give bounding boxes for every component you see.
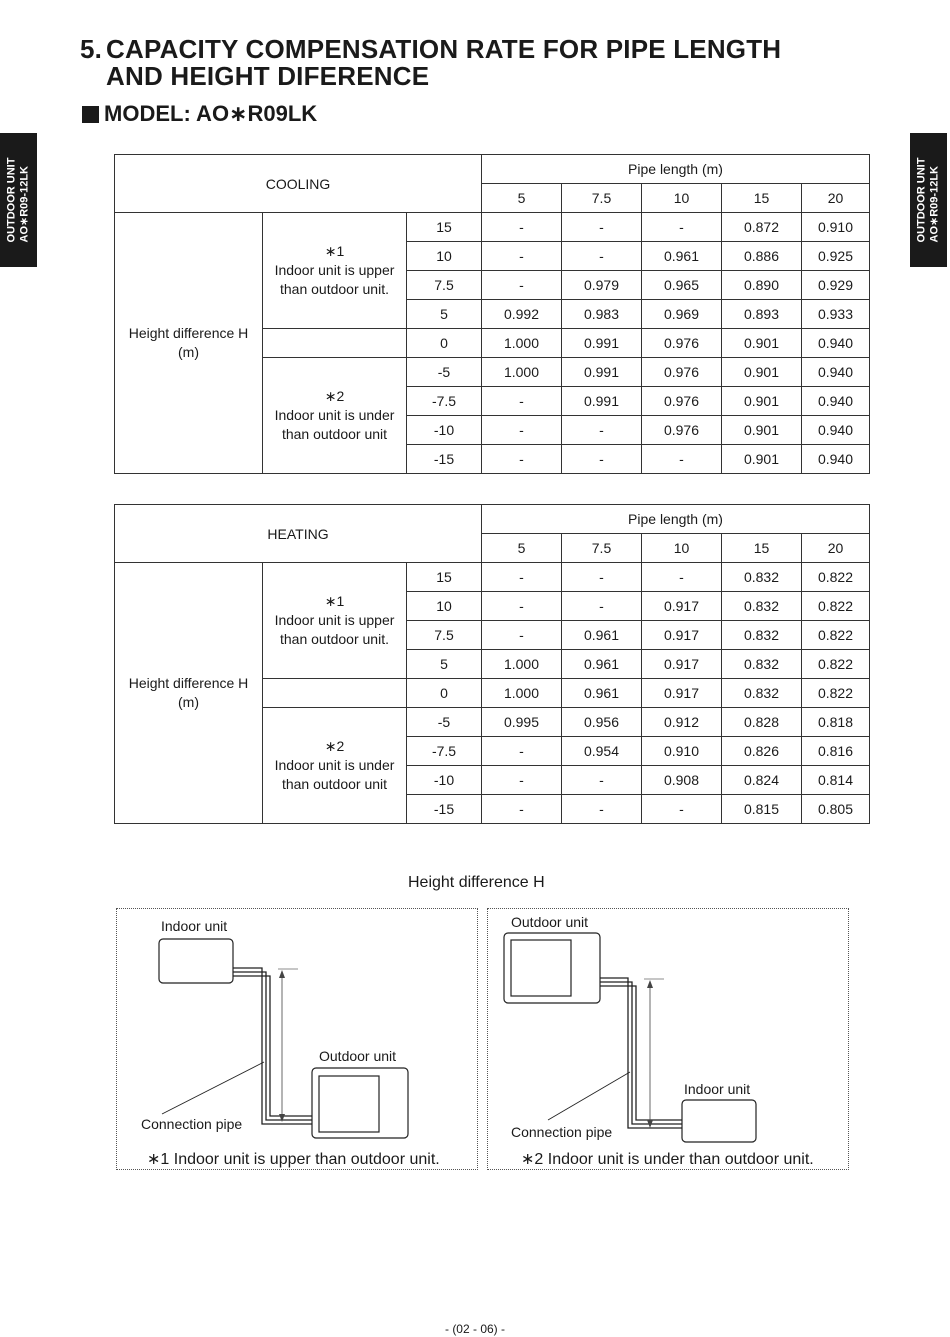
upper-label-line: than outdoor unit. xyxy=(280,281,389,297)
compensation-rate-cell: 0.917 xyxy=(642,679,722,708)
under-label-line: Indoor unit is under xyxy=(274,757,395,773)
outdoor-unit-fan-icon xyxy=(319,1076,379,1132)
compensation-rate-cell: - xyxy=(482,592,562,621)
compensation-rate-cell: 0.828 xyxy=(722,708,802,737)
page-number: - (02 - 06) - xyxy=(444,1322,505,1336)
pipe-length-col: 20 xyxy=(802,534,870,563)
pipe-length-col: 5 xyxy=(482,534,562,563)
left-indoor-unit-label: Indoor unit xyxy=(161,918,228,934)
right-connection-pipe-label: Connection pipe xyxy=(511,1124,613,1140)
compensation-rate-cell: - xyxy=(642,213,722,242)
compensation-rate-cell: 0.940 xyxy=(802,416,870,445)
height-value: 5 xyxy=(407,650,482,679)
pipe-length-col: 7.5 xyxy=(562,534,642,563)
compensation-rate-cell: 0.992 xyxy=(482,300,562,329)
compensation-rate-cell: 0.912 xyxy=(642,708,722,737)
compensation-rate-cell: 0.826 xyxy=(722,737,802,766)
compensation-rate-cell: 0.954 xyxy=(562,737,642,766)
pipe-length-header: Pipe length (m) xyxy=(482,505,870,534)
compensation-rate-cell: 0.961 xyxy=(562,679,642,708)
compensation-rate-cell: 0.940 xyxy=(802,358,870,387)
compensation-rate-cell: 0.814 xyxy=(802,766,870,795)
upper-label-line: Indoor unit is upper xyxy=(274,262,395,278)
compensation-rate-cell: 0.991 xyxy=(562,358,642,387)
pipe-length-col: 10 xyxy=(642,534,722,563)
indoor-unit-box xyxy=(159,939,233,983)
height-value: -5 xyxy=(407,708,482,737)
compensation-rate-cell: 0.890 xyxy=(722,271,802,300)
compensation-rate-cell: - xyxy=(482,621,562,650)
compensation-rate-cell: 0.822 xyxy=(802,621,870,650)
pipe-length-col: 10 xyxy=(642,184,722,213)
compensation-rate-cell: 0.976 xyxy=(642,329,722,358)
compensation-rate-cell: 0.910 xyxy=(642,737,722,766)
height-value: 10 xyxy=(407,242,482,271)
left-outdoor-unit-label: Outdoor unit xyxy=(319,1048,397,1064)
model-label: MODEL: AO∗R09LK xyxy=(104,101,318,126)
compensation-rate-cell: - xyxy=(642,563,722,592)
under-label-line: ∗2 xyxy=(324,738,345,754)
connection-pipe xyxy=(233,968,312,1124)
arrow-down-icon xyxy=(279,1114,285,1122)
compensation-rate-cell: 0.824 xyxy=(722,766,802,795)
arrow-up-icon xyxy=(279,970,285,978)
compensation-rate-cell: 0.976 xyxy=(642,416,722,445)
compensation-rate-cell: 0.991 xyxy=(562,329,642,358)
connection-pipe xyxy=(600,978,682,1128)
compensation-rate-cell: - xyxy=(482,416,562,445)
upper-label-line: than outdoor unit. xyxy=(280,631,389,647)
compensation-rate-cell: 0.832 xyxy=(722,592,802,621)
height-value: -15 xyxy=(407,445,482,474)
compensation-rate-cell: 0.893 xyxy=(722,300,802,329)
compensation-rate-cell: - xyxy=(482,271,562,300)
compensation-rate-cell: 0.940 xyxy=(802,445,870,474)
side-tab-line-2: AO∗R09-12LK xyxy=(18,166,31,243)
side-tab-line-2: AO∗R09-12LK xyxy=(928,166,941,243)
compensation-rate-cell: - xyxy=(482,737,562,766)
height-value: 15 xyxy=(407,563,482,592)
compensation-rate-cell: 0.901 xyxy=(722,358,802,387)
compensation-rate-cell: 0.832 xyxy=(722,650,802,679)
height-label-line: Height difference H xyxy=(128,675,249,691)
under-label-line: than outdoor unit xyxy=(281,426,388,442)
side-tab-line-1: OUTDOOR UNIT xyxy=(915,157,928,243)
right-outdoor-unit-label: Outdoor unit xyxy=(511,914,589,930)
compensation-rate-cell: 0.917 xyxy=(642,621,722,650)
compensation-rate-cell: 0.965 xyxy=(642,271,722,300)
compensation-rate-cell: - xyxy=(562,213,642,242)
compensation-rate-cell: 0.832 xyxy=(722,621,802,650)
under-label-line: Indoor unit is under xyxy=(274,407,395,423)
height-value: -7.5 xyxy=(407,387,482,416)
height-value: -10 xyxy=(407,416,482,445)
compensation-rate-cell: 0.979 xyxy=(562,271,642,300)
compensation-rate-cell: 0.910 xyxy=(802,213,870,242)
compensation-rate-cell: 0.961 xyxy=(562,621,642,650)
mode-label: COOLING xyxy=(115,155,482,213)
compensation-rate-cell: 0.956 xyxy=(562,708,642,737)
compensation-rate-cell: 0.983 xyxy=(562,300,642,329)
diagram-title: Height difference H xyxy=(408,874,545,891)
left-connection-pipe-label: Connection pipe xyxy=(141,1116,243,1132)
compensation-rate-cell: - xyxy=(482,766,562,795)
outdoor-unit-fan-icon xyxy=(511,940,571,996)
under-label-line: than outdoor unit xyxy=(281,776,388,792)
compensation-rate-cell: 0.961 xyxy=(642,242,722,271)
height-value: -7.5 xyxy=(407,737,482,766)
compensation-rate-cell: 0.901 xyxy=(722,416,802,445)
height-label-line: (m) xyxy=(178,344,199,360)
left-diagram-caption: ∗1 Indoor unit is upper than outdoor unit. xyxy=(147,1151,440,1168)
height-value: -15 xyxy=(407,795,482,824)
right-indoor-unit-label: Indoor unit xyxy=(684,1081,751,1097)
section-number: 5. xyxy=(80,34,103,64)
height-value: 15 xyxy=(407,213,482,242)
compensation-rate-cell: - xyxy=(482,242,562,271)
arrow-up-icon xyxy=(647,980,653,988)
height-value: 7.5 xyxy=(407,271,482,300)
mode-label: HEATING xyxy=(115,505,482,563)
upper-label-line: ∗1 xyxy=(324,593,345,609)
compensation-rate-cell: - xyxy=(562,445,642,474)
compensation-rate-cell: 0.991 xyxy=(562,387,642,416)
compensation-rate-cell: 1.000 xyxy=(482,358,562,387)
compensation-rate-cell: 0.822 xyxy=(802,563,870,592)
compensation-rate-cell: 0.886 xyxy=(722,242,802,271)
title-line-2: AND HEIGHT DIFERENCE xyxy=(106,61,430,91)
compensation-rate-cell: 0.940 xyxy=(802,329,870,358)
compensation-rate-cell: 0.925 xyxy=(802,242,870,271)
pipe-length-col: 15 xyxy=(722,534,802,563)
height-value: 7.5 xyxy=(407,621,482,650)
compensation-rate-cell: 0.929 xyxy=(802,271,870,300)
compensation-rate-cell: 0.961 xyxy=(562,650,642,679)
compensation-rate-cell: - xyxy=(562,766,642,795)
compensation-rate-cell: 0.901 xyxy=(722,445,802,474)
height-value: 10 xyxy=(407,592,482,621)
height-label-line: (m) xyxy=(178,694,199,710)
upper-label-line: ∗1 xyxy=(324,243,345,259)
pipe-length-header: Pipe length (m) xyxy=(482,155,870,184)
pipe-leader-line xyxy=(548,1072,630,1120)
height-value: 5 xyxy=(407,300,482,329)
compensation-rate-cell: - xyxy=(482,563,562,592)
compensation-rate-cell: - xyxy=(482,213,562,242)
compensation-rate-cell: - xyxy=(562,563,642,592)
compensation-rate-cell: 0.917 xyxy=(642,592,722,621)
height-value: -10 xyxy=(407,766,482,795)
indoor-unit-box xyxy=(682,1100,756,1142)
compensation-rate-cell: - xyxy=(642,445,722,474)
compensation-rate-cell: 0.901 xyxy=(722,329,802,358)
compensation-rate-cell: 0.816 xyxy=(802,737,870,766)
height-value: 0 xyxy=(407,329,482,358)
compensation-rate-cell: 0.908 xyxy=(642,766,722,795)
compensation-rate-cell: - xyxy=(482,387,562,416)
compensation-rate-cell: 0.822 xyxy=(802,650,870,679)
compensation-rate-cell: 0.822 xyxy=(802,592,870,621)
compensation-rate-cell: 0.933 xyxy=(802,300,870,329)
compensation-rate-cell: 0.815 xyxy=(722,795,802,824)
compensation-rate-cell: - xyxy=(482,445,562,474)
upper-label-line: Indoor unit is upper xyxy=(274,612,395,628)
compensation-rate-cell: 0.976 xyxy=(642,358,722,387)
compensation-rate-cell: - xyxy=(642,795,722,824)
under-label-line: ∗2 xyxy=(324,388,345,404)
compensation-rate-cell: 0.901 xyxy=(722,387,802,416)
right-diagram-caption: ∗2 Indoor unit is under than outdoor unit. xyxy=(521,1151,814,1168)
compensation-rate-cell: 1.000 xyxy=(482,650,562,679)
pipe-length-col: 5 xyxy=(482,184,562,213)
compensation-rate-cell: 1.000 xyxy=(482,329,562,358)
compensation-rate-cell: - xyxy=(482,795,562,824)
compensation-rate-cell: 0.832 xyxy=(722,563,802,592)
compensation-rate-cell: 0.995 xyxy=(482,708,562,737)
compensation-rate-cell: 0.832 xyxy=(722,679,802,708)
compensation-rate-cell: 0.969 xyxy=(642,300,722,329)
pipe-leader-line xyxy=(162,1062,264,1114)
compensation-rate-cell: 0.822 xyxy=(802,679,870,708)
title-line-1: CAPACITY COMPENSATION RATE FOR PIPE LENGTH xyxy=(106,34,782,64)
pipe-length-col: 15 xyxy=(722,184,802,213)
side-tab-line-1: OUTDOOR UNIT xyxy=(5,157,18,243)
compensation-rate-cell: - xyxy=(562,795,642,824)
compensation-rate-cell: 0.940 xyxy=(802,387,870,416)
pipe-length-col: 20 xyxy=(802,184,870,213)
compensation-rate-cell: 0.872 xyxy=(722,213,802,242)
compensation-rate-cell: 0.805 xyxy=(802,795,870,824)
pipe-length-col: 7.5 xyxy=(562,184,642,213)
height-value: 0 xyxy=(407,679,482,708)
compensation-rate-cell: - xyxy=(562,242,642,271)
compensation-rate-cell: 1.000 xyxy=(482,679,562,708)
height-value: -5 xyxy=(407,358,482,387)
compensation-rate-cell: - xyxy=(562,592,642,621)
compensation-rate-cell: - xyxy=(562,416,642,445)
compensation-rate-cell: 0.818 xyxy=(802,708,870,737)
compensation-rate-cell: 0.976 xyxy=(642,387,722,416)
compensation-rate-cell: 0.917 xyxy=(642,650,722,679)
height-label-line: Height difference H xyxy=(128,325,249,341)
